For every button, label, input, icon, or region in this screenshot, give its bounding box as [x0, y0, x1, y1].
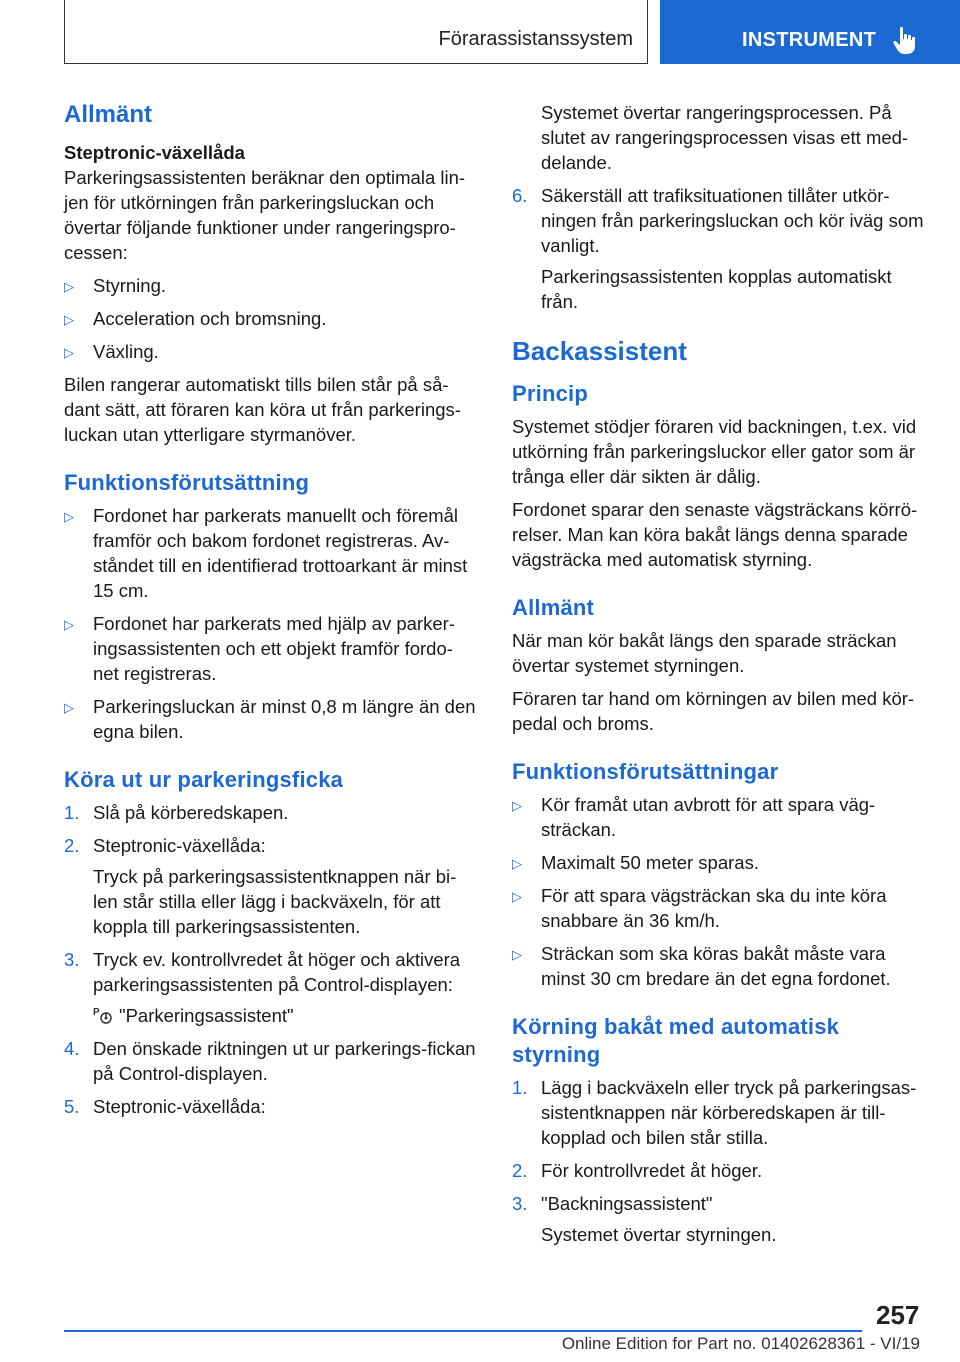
list-item: 1. Lägg i backväxeln eller tryck på parkeringsas-sistentknappen när körberedskapen är till-kopplad och bilen står stilla. — [512, 1077, 917, 1148]
list-item: ▷ Fordonet har parkerats med hjälp av parker-ingsassistenten och ett objekt framför fordo-net registreras. — [64, 613, 455, 684]
heading-allmant: Allmänt — [512, 595, 595, 620]
list-item: ▷ Växling. — [64, 339, 476, 364]
step-number: 3. — [64, 949, 80, 970]
bullet-marker: ▷ — [512, 856, 522, 871]
bullet-list — [64, 503, 476, 744]
numbered-list — [512, 1075, 928, 1247]
list-item: ▷ Kör framåt utan avbrott för att spara väg-sträckan. — [512, 794, 876, 840]
heading-korning-bakat: Körning bakåt med automatisk styrning — [512, 1014, 840, 1067]
heading-princip: Princip — [512, 381, 588, 406]
paragraph: Parkeringsassistenten beräknar den optimala lin-jen för utkörningen från parkeringsluckan och övertar följande funktioner under rangeringspro-cessen: — [64, 167, 466, 263]
step-number: 2. — [64, 835, 80, 856]
subheading-steptronic: Steptronic-växellåda — [64, 142, 245, 163]
heading-backassistent: Backassistent — [512, 336, 687, 366]
list-item: 4. Den önskade riktningen ut ur parkerings-fickan på Control-displayen. — [64, 1038, 476, 1084]
list-item: 5. Steptronic-växellåda: — [64, 1096, 266, 1117]
bullet-marker: ▷ — [512, 947, 522, 962]
bullet-marker: ▷ — [512, 889, 522, 904]
chapter-title: INSTRUMENT — [742, 29, 877, 51]
list-item: 3. "Backningsassistent" Systemet övertar styrningen. — [512, 1191, 928, 1247]
step-number: 3. — [512, 1193, 528, 1214]
list-item: 2. För kontrollvredet åt höger. — [512, 1160, 763, 1181]
step-continuation: Systemet övertar rangeringsprocessen. På slutet av rangeringsprocessen visas ett med-delande. — [541, 102, 909, 173]
svg-text:P: P — [93, 1007, 100, 1018]
bullet-marker: ▷ — [512, 798, 522, 813]
list-item: ▷ Fordonet har parkerats manuellt och föremål framför och bakom fordonet registreras. Av-ståndet till en identifierad trottoarkant är minst 15 cm. — [64, 505, 468, 601]
heading-funktionsforutsattningar: Funktionsförutsättningar — [512, 759, 779, 784]
step-detail: P "Parkeringsassistent" — [93, 1005, 294, 1026]
bullet-list — [512, 792, 928, 991]
section-title: Förarassistanssystem — [438, 28, 633, 50]
bullet-marker: ▷ — [64, 700, 74, 715]
page-number: 257 — [876, 1300, 920, 1330]
list-item: ▷ Parkeringsluckan är minst 0,8 m längre än den egna bilen. — [64, 696, 476, 742]
hand-pointer-icon — [892, 26, 918, 56]
step-number: 5. — [64, 1096, 80, 1117]
chapter-tab[interactable] — [660, 0, 960, 64]
bullet-list — [64, 273, 476, 364]
paragraph: Systemet stödjer föraren vid backningen, t.ex. vid utkörning från parkeringsluckor eller gator som är trånga eller där sikten är dålig. — [512, 416, 917, 487]
list-item: ▷ Styrning. — [64, 273, 476, 298]
heading-funktionsforutsattning: Funktionsförutsättning — [64, 470, 310, 495]
paragraph: Fordonet sparar den senaste vägsträckans körrö-relser. Man kan köra bakåt längs denna sparade vägsträcka med automatisk styrning. — [512, 499, 918, 570]
list-item: 1. Slå på körberedskapen. — [64, 802, 289, 823]
footer-edition: Online Edition for Part no. 01402628361 - VI/19 — [561, 1334, 920, 1353]
list-item: 6. Säkerställ att trafiksituationen tillåter utkör-ningen från parkeringsluckan och kör iväg som vanligt. Parkeringsassistenten kopplas automatiskt från. — [512, 183, 928, 314]
step-number: 4. — [64, 1038, 80, 1059]
step-number: 1. — [512, 1077, 528, 1098]
list-item: ▷ Maximalt 50 meter sparas. — [512, 850, 928, 875]
heading-kora-ut: Köra ut ur parkeringsficka — [64, 767, 344, 792]
list-item: ▷ Acceleration och bromsning. — [64, 306, 476, 331]
step-detail: Parkeringsassistenten kopplas automatiskt från. — [541, 266, 892, 312]
bullet-marker: ▷ — [64, 279, 74, 294]
numbered-list — [64, 800, 476, 1119]
paragraph: Föraren tar hand om körningen av bilen med kör-pedal och broms. — [512, 688, 915, 734]
left-column — [64, 100, 476, 1127]
list-item: 3. Tryck ev. kontrollvredet åt höger och aktivera parkeringsassistenten på Control-displayen: P "Parkeringsassistent" — [64, 947, 476, 1028]
header-section-box — [64, 0, 648, 64]
step-number: 2. — [512, 1160, 528, 1181]
list-item: ▷ För att spara vägsträckan ska du inte köra snabbare än 36 km/h. — [512, 885, 887, 931]
list-item: 2. Steptronic-växellåda: Tryck på parkeringsassistentknappen när bi-len står stilla eller lägg i backväxeln, för att koppla till parkeringsassistenten. — [64, 833, 476, 939]
step-number: 6. — [512, 185, 528, 206]
heading-allmant: Allmänt — [64, 101, 153, 128]
right-column — [512, 100, 928, 1255]
numbered-list — [512, 183, 928, 314]
parking-assistant-icon — [93, 1005, 113, 1025]
paragraph: Bilen rangerar automatiskt tills bilen står på så-dant sätt, att föraren kan köra ut från parkerings-luckan utan ytterligare styrmanöver. — [64, 374, 461, 445]
list-item: ▷ Sträckan som ska köras bakåt måste vara minst 30 cm bredare än det egna fordonet. — [512, 943, 891, 989]
step-number: 1. — [64, 802, 80, 823]
bullet-marker: ▷ — [64, 509, 74, 524]
step-detail: Systemet övertar styrningen. — [541, 1224, 777, 1245]
bullet-marker: ▷ — [64, 617, 74, 632]
footer-divider — [64, 1330, 862, 1332]
bullet-marker: ▷ — [64, 345, 74, 360]
bullet-marker: ▷ — [64, 312, 74, 327]
paragraph: När man kör bakåt längs den sparade sträckan övertar systemet styrningen. — [512, 630, 897, 676]
step-detail: Tryck på parkeringsassistentknappen när bi-len står stilla eller lägg i backväxeln, för att koppla till parkeringsassistenten. — [93, 866, 457, 937]
